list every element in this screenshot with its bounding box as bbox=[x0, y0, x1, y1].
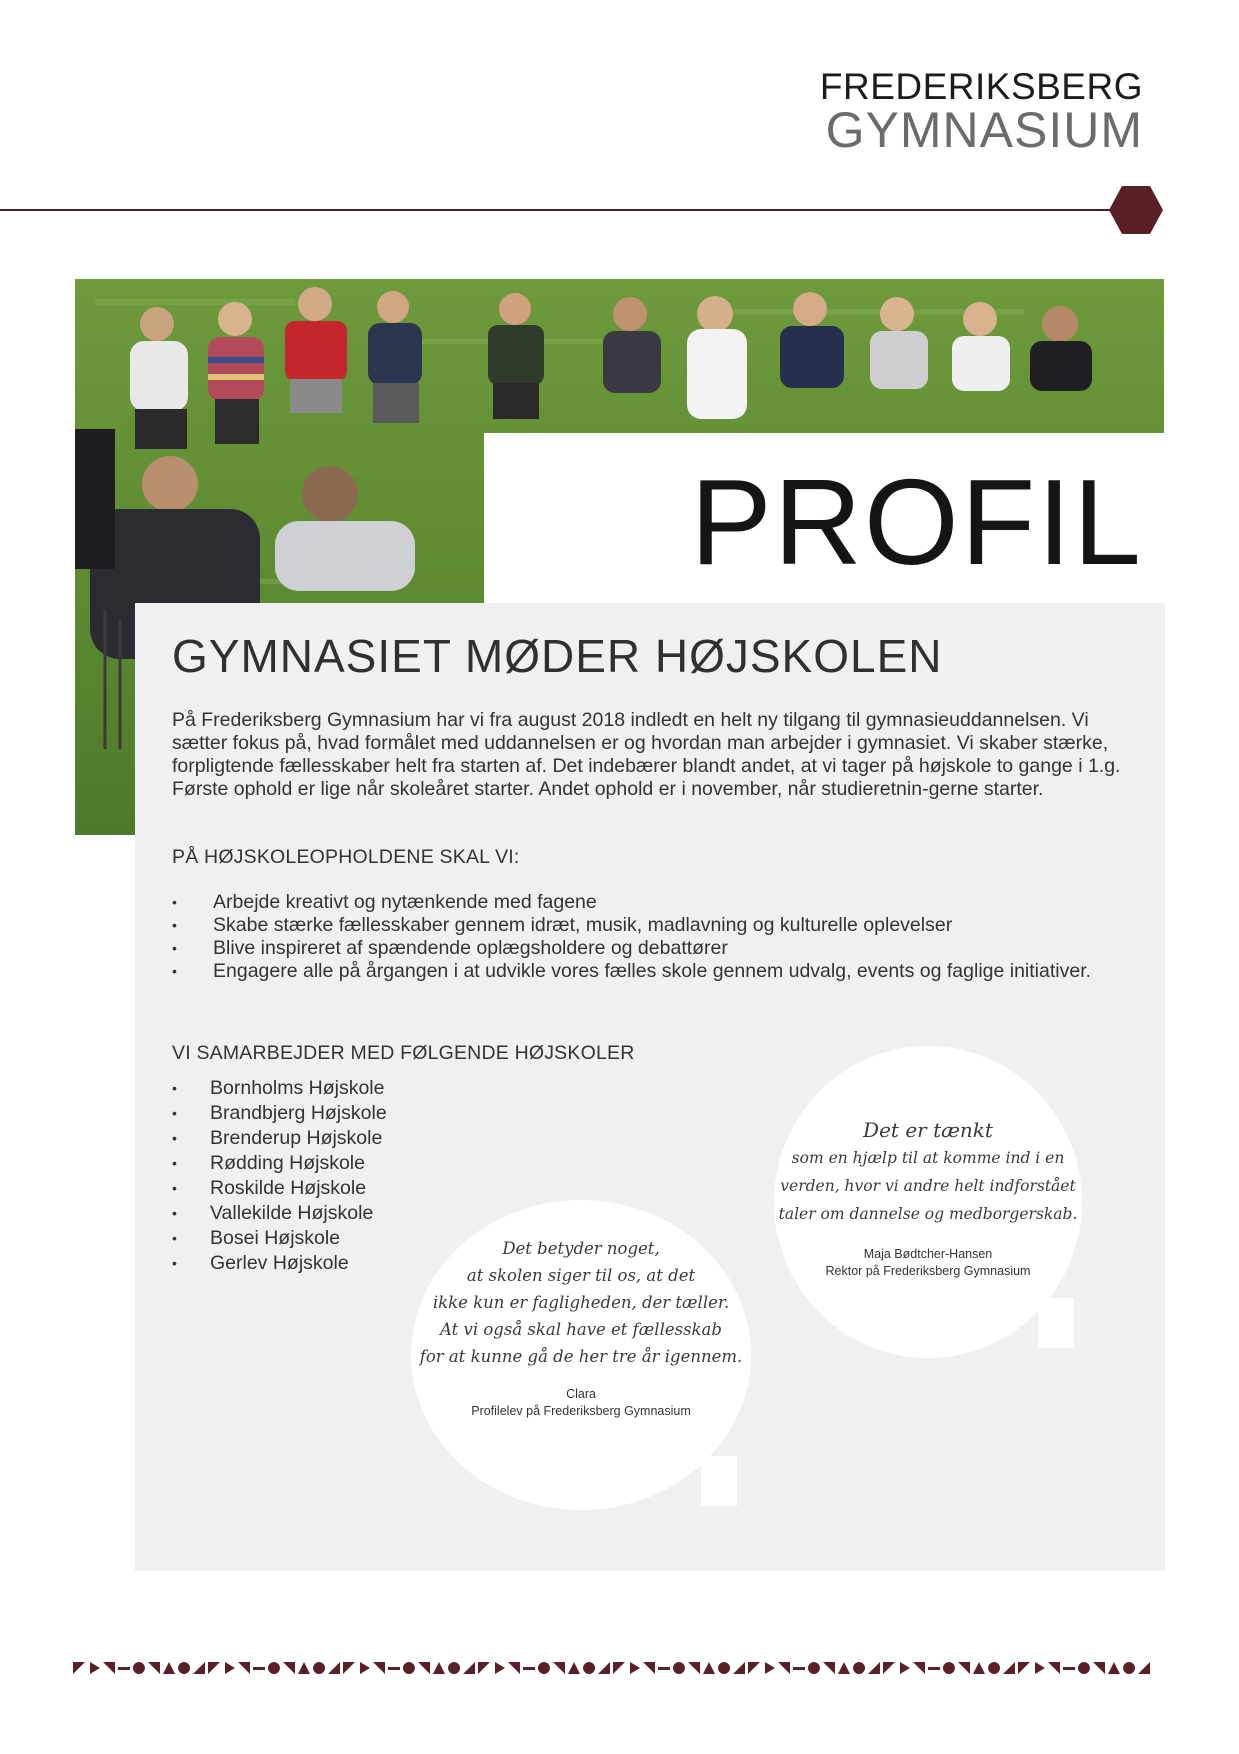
footer-pattern-glyph bbox=[1018, 1662, 1030, 1674]
footer-pattern-glyph bbox=[718, 1662, 730, 1674]
list-item: • Bosei Højskole bbox=[172, 1226, 387, 1251]
footer-pattern-glyph bbox=[178, 1662, 190, 1674]
footer-pattern-glyph bbox=[808, 1662, 820, 1674]
footer-pattern-glyph bbox=[433, 1662, 445, 1674]
footer-pattern-glyph bbox=[1063, 1667, 1075, 1670]
footer-pattern-glyph bbox=[900, 1662, 910, 1674]
footer-pattern-glyph bbox=[313, 1662, 325, 1674]
quote-line: for at kunne gå de her tre år igennem. bbox=[419, 1347, 743, 1366]
quote-author-role: Rektor på Frederiksberg Gymnasium bbox=[825, 1264, 1031, 1278]
footer-pattern-glyph bbox=[630, 1662, 640, 1674]
header-divider bbox=[0, 209, 1110, 211]
intro-paragraph: På Frederiksberg Gymnasium har vi fra august 2018 indledt en helt ny tilgang til gymnasieuddannelsen. Vi sætter fokus på, hvad formålet med uddannelsen er og hvordan man arbejder i gymnasiet. Vi skaber stærke, forpligtende fællesskaber helt fra starten af. Det indebærer blandt andet, at vi tager på højskole to gange i 1.g. Første ophold er lige når skoleåret starter. Andet ophold er i november, når studieretnin-gerne starter. bbox=[172, 709, 1121, 800]
quote-author-name: Clara bbox=[566, 1387, 596, 1401]
footer-pattern-glyph bbox=[568, 1662, 580, 1674]
list-item: • Vallekilde Højskole bbox=[172, 1201, 387, 1226]
footer-pattern-glyph bbox=[1138, 1662, 1150, 1674]
footer-pattern-glyph bbox=[225, 1662, 235, 1674]
list-item: • Arbejde kreativt og nytænkende med fagene bbox=[172, 891, 1091, 914]
footer-pattern-glyph bbox=[1048, 1662, 1060, 1674]
footer-pattern-glyph bbox=[238, 1662, 250, 1674]
footer-pattern-glyph bbox=[1093, 1662, 1105, 1674]
footer-pattern-glyph bbox=[1003, 1662, 1015, 1674]
footer-pattern-glyph bbox=[688, 1662, 700, 1674]
page-title: PROFIL bbox=[690, 454, 1143, 590]
footer-pattern-glyph bbox=[118, 1667, 130, 1670]
footer-pattern-glyph bbox=[495, 1662, 505, 1674]
footer-pattern-glyph bbox=[373, 1662, 385, 1674]
stays-list bbox=[172, 891, 1091, 983]
footer-pattern-glyph bbox=[748, 1662, 760, 1674]
section-heading-partners: VI SAMARBEJDER MED FØLGENDE HØJSKOLER bbox=[172, 1042, 635, 1064]
quote-line: ikke kun er fagligheden, der tæller. bbox=[432, 1293, 730, 1312]
quote-line: At vi også skal have et fællesskab bbox=[440, 1320, 722, 1339]
footer-pattern-glyph bbox=[943, 1662, 955, 1674]
footer-pattern-glyph bbox=[928, 1667, 940, 1670]
partner-schools-list bbox=[172, 1076, 387, 1276]
bubble-tail bbox=[1038, 1298, 1074, 1348]
footer-pattern-glyph bbox=[208, 1662, 220, 1674]
footer-pattern-glyph bbox=[823, 1662, 835, 1674]
quote-principal bbox=[774, 1116, 1082, 1228]
footer-pattern-glyph bbox=[538, 1662, 550, 1674]
quote-author-role: Profilelev på Frederiksberg Gymnasium bbox=[471, 1404, 691, 1418]
list-item: • Skabe stærke fællesskaber gennem idræt, musik, madlavning og kulturelle oplevelser bbox=[172, 914, 1091, 937]
list-item: • Engagere alle på årgangen i at udvikle vores fælles skole gennem udvalg, events og faglige initiativer. bbox=[172, 960, 1091, 983]
footer-pattern-glyph bbox=[778, 1662, 790, 1674]
footer-pattern bbox=[73, 1660, 1163, 1678]
footer-pattern-glyph bbox=[478, 1662, 490, 1674]
footer-pattern-glyph bbox=[1123, 1662, 1135, 1674]
footer-pattern-glyph bbox=[90, 1662, 100, 1674]
quote-line: Det er tænkt bbox=[863, 1118, 993, 1142]
quote-line: Det betyder noget, bbox=[502, 1239, 660, 1258]
logo-line-gymnasium: GYMNASIUM bbox=[825, 102, 1143, 158]
footer-pattern-glyph bbox=[360, 1662, 370, 1674]
footer-pattern-glyph bbox=[418, 1662, 430, 1674]
footer-pattern-glyph bbox=[703, 1662, 715, 1674]
list-item: • Rødding Højskole bbox=[172, 1151, 387, 1176]
footer-pattern-glyph bbox=[388, 1667, 400, 1670]
footer-pattern-glyph bbox=[913, 1662, 925, 1674]
footer-pattern-glyph bbox=[988, 1662, 1000, 1674]
footer-pattern-glyph bbox=[658, 1667, 670, 1670]
hexagon-icon bbox=[1108, 185, 1164, 235]
footer-pattern-glyph bbox=[103, 1662, 115, 1674]
footer-pattern-glyph bbox=[958, 1662, 970, 1674]
footer-pattern-glyph bbox=[553, 1662, 565, 1674]
footer-pattern-glyph bbox=[448, 1662, 460, 1674]
footer-pattern-glyph bbox=[403, 1662, 415, 1674]
logo-line-frederiksberg: FREDERIKSBERG bbox=[819, 66, 1143, 107]
footer-pattern-glyph bbox=[838, 1662, 850, 1674]
list-item: • Brandbjerg Højskole bbox=[172, 1101, 387, 1126]
footer-pattern-glyph bbox=[973, 1662, 985, 1674]
footer-pattern-glyph bbox=[298, 1662, 310, 1674]
quote-line: verden, hvor vi andre helt indforstået bbox=[780, 1177, 1076, 1195]
footer-pattern-glyph bbox=[283, 1662, 295, 1674]
list-item: • Brenderup Højskole bbox=[172, 1126, 387, 1151]
title-box bbox=[484, 433, 1165, 603]
footer-pattern-glyph bbox=[793, 1667, 805, 1670]
footer-pattern-glyph bbox=[1108, 1662, 1120, 1674]
footer-pattern-glyph bbox=[268, 1662, 280, 1674]
footer-pattern-glyph bbox=[463, 1662, 475, 1674]
footer-pattern-glyph bbox=[883, 1662, 895, 1674]
footer-pattern-glyph bbox=[1035, 1662, 1045, 1674]
footer-pattern-glyph bbox=[868, 1662, 880, 1674]
quote-line: som en hjælp til at komme ind i en bbox=[791, 1149, 1065, 1167]
footer-pattern-glyph bbox=[673, 1662, 685, 1674]
school-logo bbox=[820, 68, 1143, 156]
headline: GYMNASIET MØDER HØJSKOLEN bbox=[172, 630, 943, 682]
footer-pattern-glyph bbox=[598, 1662, 610, 1674]
footer-pattern-glyph bbox=[253, 1667, 265, 1670]
footer-pattern-glyph bbox=[163, 1662, 175, 1674]
footer-pattern-glyph bbox=[148, 1662, 160, 1674]
list-item: • Blive inspireret af spændende oplægsholdere og debattører bbox=[172, 937, 1091, 960]
footer-pattern-glyph bbox=[193, 1662, 205, 1674]
quote-author-name: Maja Bødtcher-Hansen bbox=[863, 1247, 993, 1261]
quote-attribution-student bbox=[411, 1386, 751, 1420]
quote-line: taler om dannelse og medborgerskab. bbox=[778, 1205, 1078, 1223]
quote-student bbox=[411, 1235, 751, 1370]
footer-pattern-glyph bbox=[523, 1667, 535, 1670]
bubble-tail bbox=[701, 1456, 737, 1506]
list-item: • Roskilde Højskole bbox=[172, 1176, 387, 1201]
footer-pattern-glyph bbox=[133, 1662, 145, 1674]
footer-pattern-glyph bbox=[328, 1662, 340, 1674]
list-item: • Bornholms Højskole bbox=[172, 1076, 387, 1101]
footer-pattern-glyph bbox=[508, 1662, 520, 1674]
footer-pattern-glyph bbox=[1078, 1662, 1090, 1674]
footer-pattern-glyph bbox=[733, 1662, 745, 1674]
footer-pattern-glyph bbox=[343, 1662, 355, 1674]
list-item: • Gerlev Højskole bbox=[172, 1251, 387, 1276]
footer-pattern-glyph bbox=[613, 1662, 625, 1674]
quote-line: at skolen siger til os, at det bbox=[466, 1266, 696, 1285]
footer-pattern-glyph bbox=[583, 1662, 595, 1674]
footer-pattern-glyph bbox=[643, 1662, 655, 1674]
footer-pattern-glyph bbox=[853, 1662, 865, 1674]
footer-pattern-glyph bbox=[765, 1662, 775, 1674]
footer-pattern-glyph bbox=[73, 1662, 85, 1674]
quote-attribution-principal bbox=[774, 1246, 1082, 1280]
section-heading-stays: PÅ HØJSKOLEOPHOLDENE SKAL VI: bbox=[172, 846, 520, 868]
